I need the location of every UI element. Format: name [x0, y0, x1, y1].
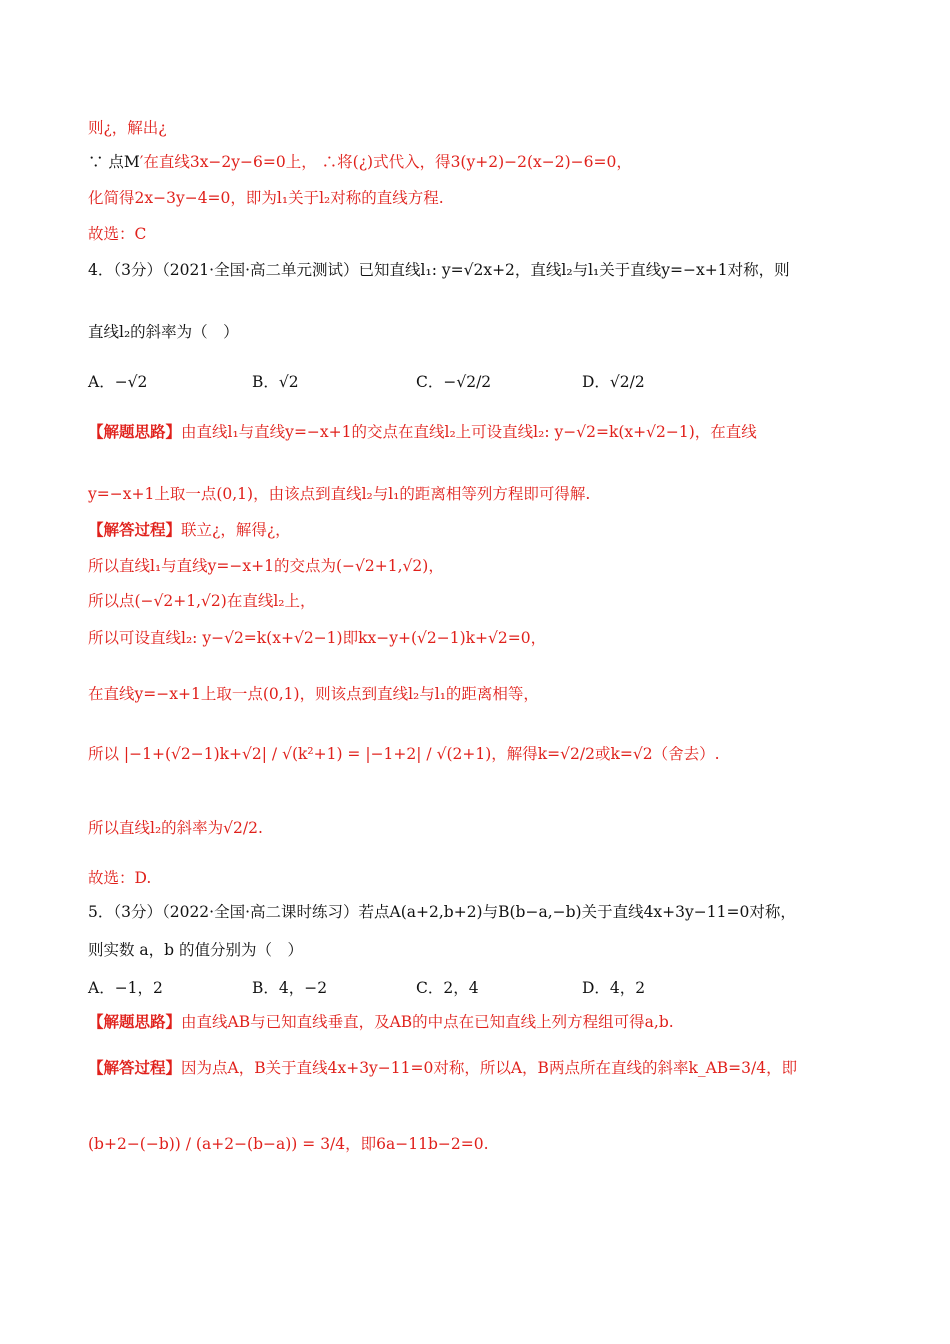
- option-b: B．√2: [252, 373, 299, 391]
- section-label: 【解题思路】: [88, 1012, 182, 1031]
- option-c: C．−√2/2: [416, 373, 492, 391]
- solution-idea: [88, 422, 757, 442]
- question-5-stem: 5．（3分）（2022·全国·高二课时练习）若点A(a+2,b+2)与B(b−a,−b)关于直线4x+3y−11=0对称，: [88, 903, 796, 921]
- text-line: 所以点(−√2+1,√2)在直线l₂上，: [88, 592, 316, 610]
- question-4-options: [88, 370, 868, 400]
- option-b: B．4，−2: [252, 979, 328, 997]
- text-span: 因为点A，B关于直线4x+3y−11=0对称，所以A，B两点所在直线的斜率k_AB=3/4，即: [181, 1059, 798, 1077]
- text-span: 联立¿，解得¿，: [181, 521, 291, 539]
- text-line: 所以直线l₂的斜率为√2/2.: [88, 819, 263, 837]
- question-4-stem-cont: 直线l₂的斜率为（ ）: [88, 323, 239, 341]
- solution-idea: [88, 1012, 674, 1032]
- text-span: ′在直线3x−2y−6=0上， ∴将(¿)式代入，得3(y+2)−2(x−2)−6=0，: [139, 153, 632, 171]
- text-line: 所以 |−1+(√2−1)k+√2| / √(k²+1) = |−1+2| / √(2+1)，解得k=√2/2或k=√2（舍去）.: [88, 745, 720, 763]
- text-line: (b+2−(−b)) / (a+2−(b−a)) = 3/4，即6a−11b−2=0.: [88, 1135, 489, 1153]
- section-label: 【解答过程】: [88, 1058, 182, 1077]
- text-line: 化简得2x−3y−4=0，即为l₁关于l₂对称的直线方程.: [88, 189, 444, 207]
- option-a: A．−1，2: [88, 979, 163, 997]
- text-span: 由直线AB与已知直线垂直，及AB的中点在已知直线上列方程组可得a,b.: [181, 1013, 674, 1031]
- text-line: 在直线y=−x+1上取一点(0,1)，则该点到直线l₂与l₁的距离相等，: [88, 685, 539, 703]
- text-line: y=−x+1上取一点(0,1)，由该点到直线l₂与l₁的距离相等列方程即可得解.: [88, 485, 591, 503]
- text-line: 所以可设直线l₂: y−√2=k(x+√2−1)即kx−y+(√2−1)k+√2=0，: [88, 629, 547, 647]
- option-a: A．−√2: [88, 373, 148, 391]
- text-line: [88, 152, 632, 172]
- option-d: D．4，2: [582, 979, 646, 997]
- question-5-stem-cont: 则实数 a，b 的值分别为（ ）: [88, 941, 304, 959]
- answer-line: 故选：D.: [88, 869, 152, 887]
- question-4-stem: 4．（3分）（2021·全国·高二单元测试）已知直线l₁: y=√2x+2，直线l₂与l₁关于直线y=−x+1对称，则: [88, 261, 790, 279]
- text-span: ∵ 点M: [88, 153, 140, 171]
- text-line: 所以直线l₁与直线y=−x+1的交点为(−√2+1,√2)，: [88, 557, 444, 575]
- option-d: D．√2/2: [582, 373, 645, 391]
- answer-line: 故选：C: [88, 225, 147, 243]
- solution-process: [88, 1058, 797, 1078]
- section-label: 【解答过程】: [88, 520, 182, 539]
- section-label: 【解题思路】: [88, 422, 182, 441]
- question-5-options: [88, 976, 868, 1000]
- solution-process: [88, 520, 291, 540]
- text-line: 则¿，解出¿: [88, 119, 167, 137]
- text-span: 由直线l₁与直线y=−x+1的交点在直线l₂上可设直线l₂: y−√2=k(x+√2−1)，在直线: [181, 423, 757, 441]
- option-c: C．2，4: [416, 979, 479, 997]
